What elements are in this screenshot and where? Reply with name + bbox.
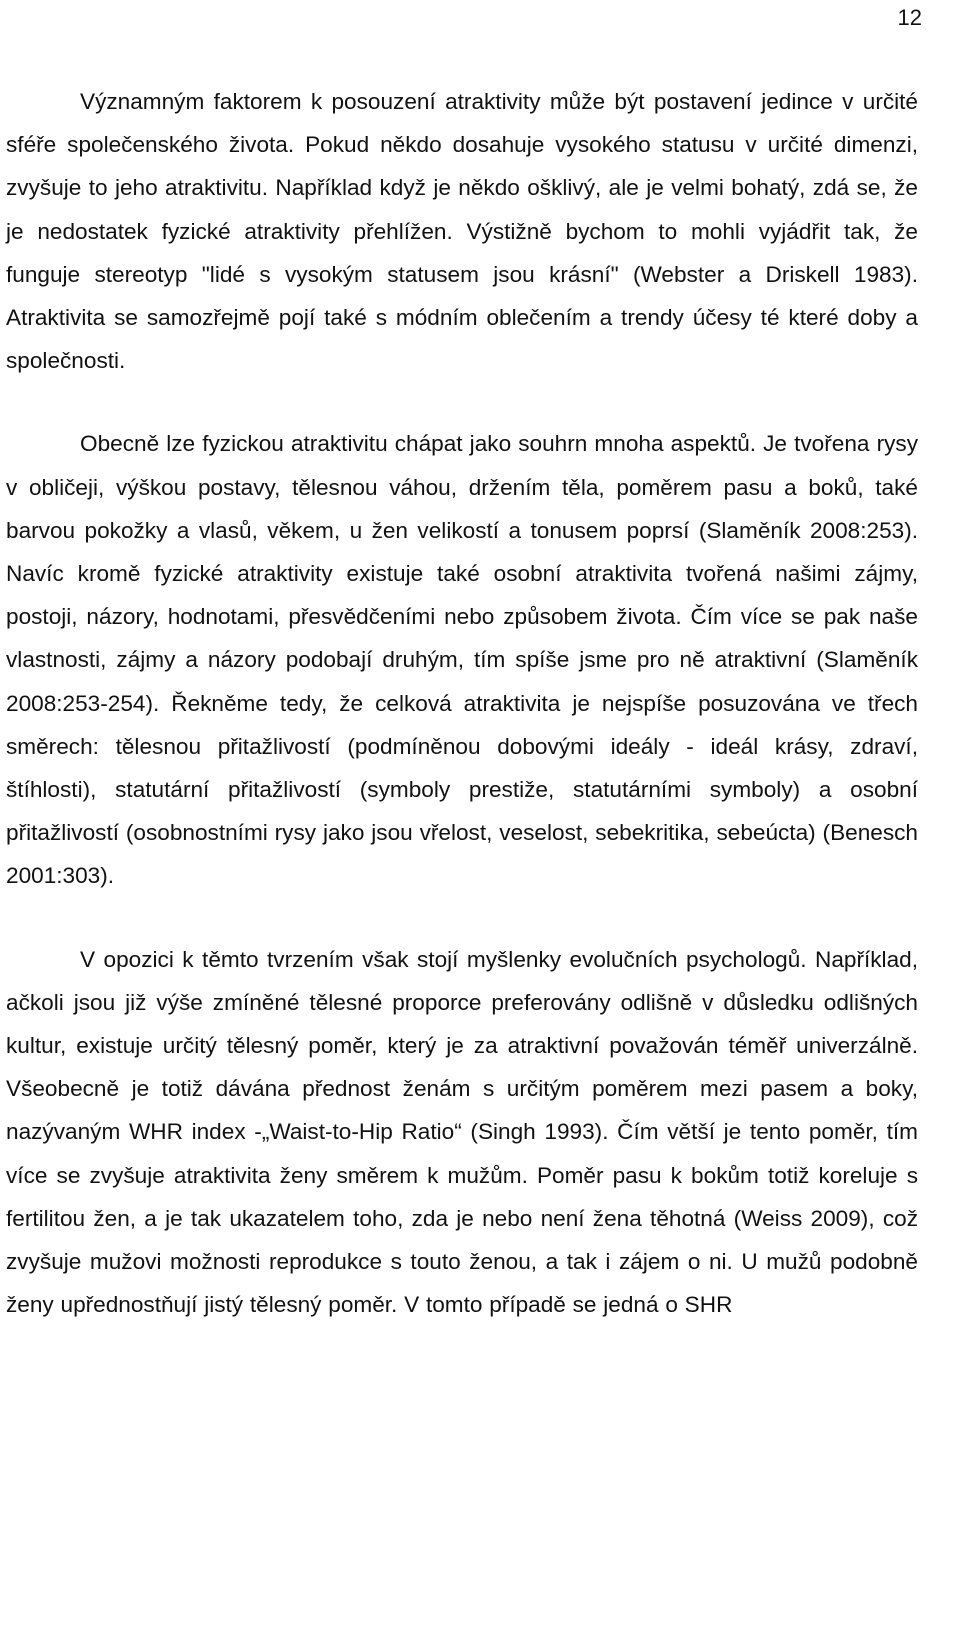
paragraph-evolutionary-psychology: V opozici k těmto tvrzením však stojí myšlenky evolučních psychologů. Například, ačkoli jsou již výše zmíněné tělesné proporce preferovány odlišně v důsledku odlišných kultur, existuje určitý tělesný poměr, který je za atraktivní považován téměř univerzálně. Všeobecně je totiž dávána přednost ženám s určitým poměrem mezi pasem a boky, nazývaným WHR index -„Waist-to-Hip Ratio“ (Singh 1993). Čím větší je tento poměr, tím více se zvyšuje atraktivita ženy směrem k mužům. Poměr pasu k bokům totiž koreluje s fertilitou žen, a je tak ukazatelem toho, zda je nebo není žena těhotná (Weiss 2009), což zvyšuje mužovi možnosti reprodukce s touto ženou, a tak i zájem o ni. U mužů podobně ženy upřednostňují jistý tělesný poměr. V tomto případě se jedná o SHR: [6, 946, 918, 1318]
paragraph-social-status: Významným faktorem k posouzení atraktivity může být postavení jedince v určité sféře společenského života. Pokud někdo dosahuje vysokého statusu v určité dimenzi, zvyšuje to jeho atraktivitu. Například když je někdo ošklivý, ale je velmi bohatý, zdá se, že je nedostatek fyzické atraktivity přehlížen. Výstižně bychom to mohli vyjádřit tak, že funguje stereotyp "lidé s vysokým statusem jsou krásní" (Webster a Driskell 1983). Atraktivita se samozřejmě pojí také s módním oblečením a trendy účesy té které doby a společnosti.: [6, 89, 918, 374]
page-number: 12: [897, 5, 922, 30]
paragraph-physical-attractiveness: Obecně lze fyzickou atraktivitu chápat jako souhrn mnoha aspektů. Je tvořena rysy v obličeji, výškou postavy, tělesnou váhou, držením těla, poměrem pasu a boků, také barvou pokožky a vlasů, věkem, u žen velikostí a tonusem poprsí (Slaměník 2008:253). Navíc kromě fyzické atraktivity existuje také osobní atraktivita tvořená našimi zájmy, postoji, názory, hodnotami, přesvědčeními nebo způsobem života. Čím více se pak naše vlastnosti, zájmy a názory podobají druhým, tím spíše jsme pro ně atraktivní (Slaměník 2008:253-254). Řekněme tedy, že celková atraktivita je nejspíše posuzována ve třech směrech: tělesnou přitažlivostí (podmíněnou dobovými ideály - ideál krásy, zdraví, štíhlosti), statutární přitažlivostí (symboly prestiže, statutárními symboly) a osobní přitažlivostí (osobnostními rysy jako jsou vřelost, veselost, sebekritika, sebeúcta) (Benesch 2001:303).: [6, 431, 918, 889]
document-body: [6, 80, 918, 1326]
